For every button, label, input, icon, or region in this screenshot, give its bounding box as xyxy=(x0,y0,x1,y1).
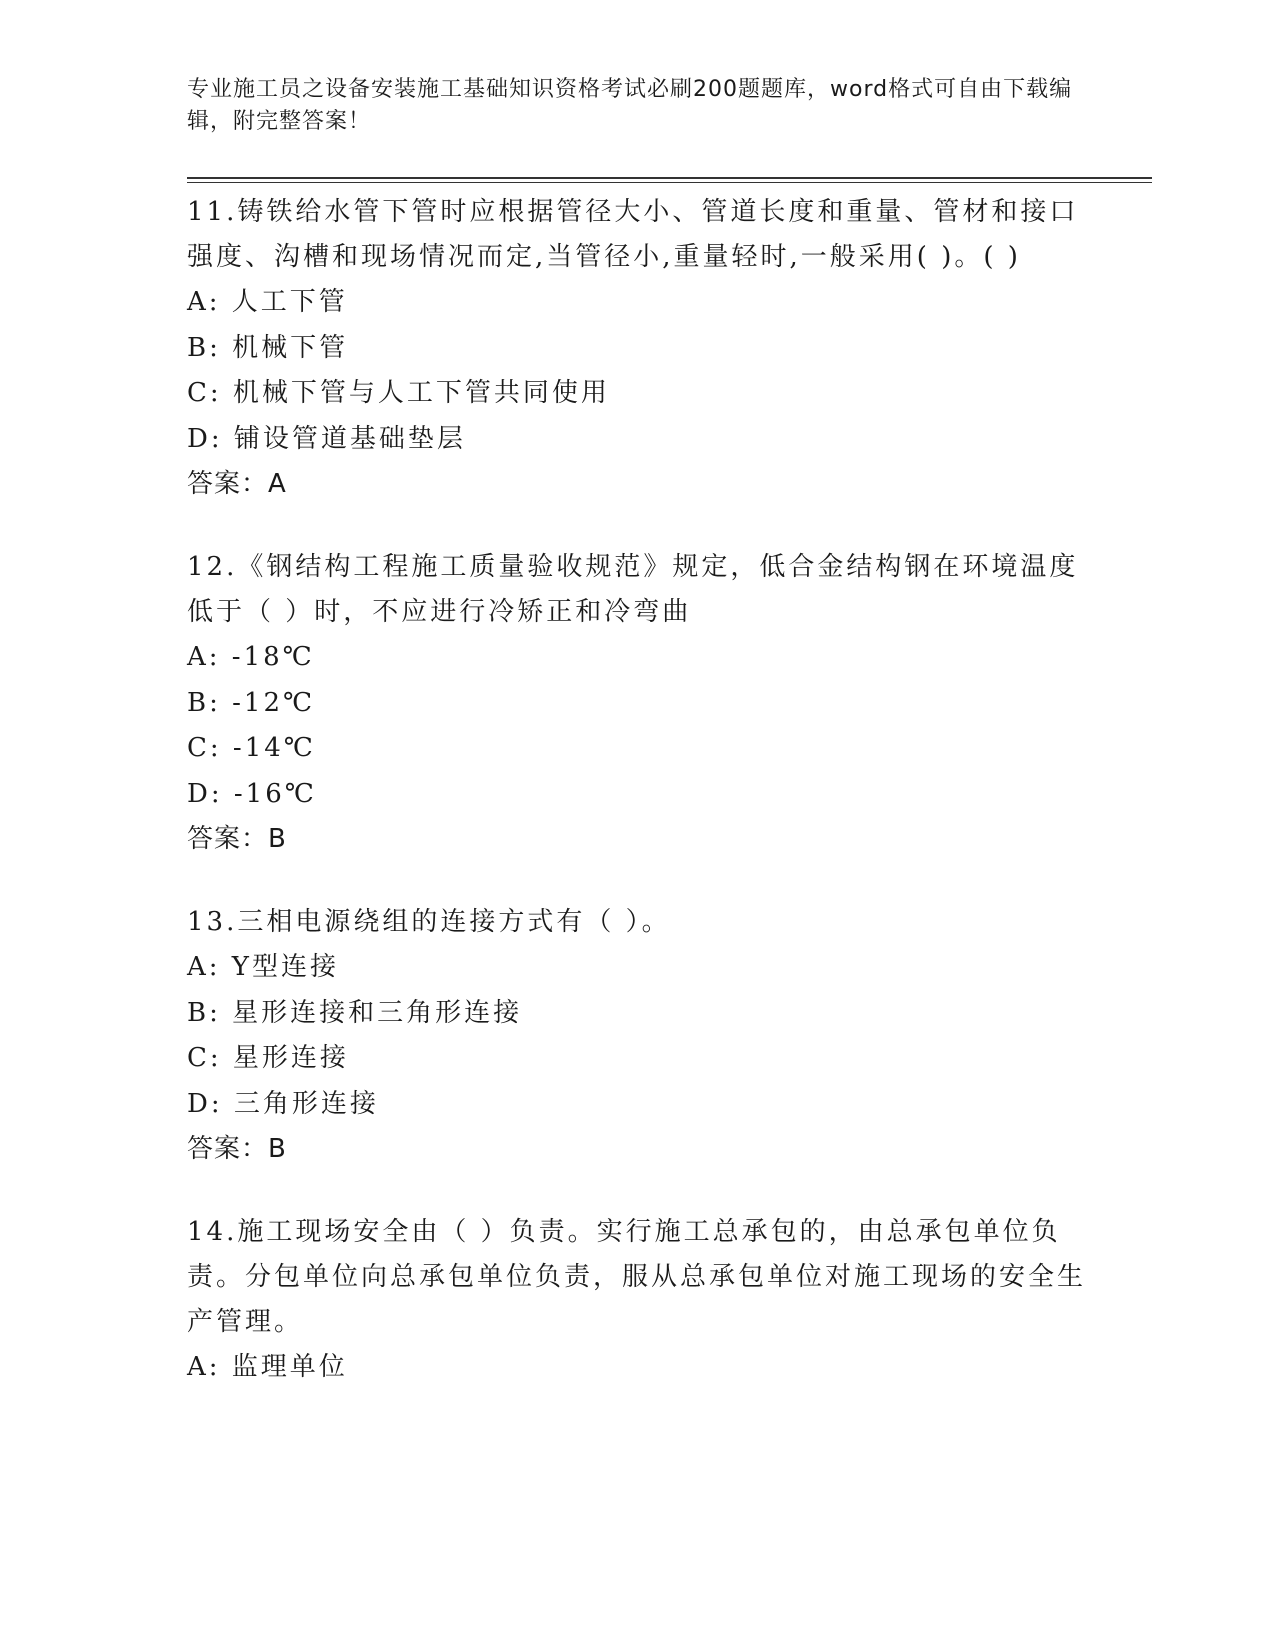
option-b: B: -12℃ xyxy=(187,687,316,718)
answer-line xyxy=(187,462,1087,507)
answer-line xyxy=(187,817,1087,862)
option-b: B: 星形连接和三角形连接 xyxy=(187,997,523,1028)
question-stem: 13.三相电源绕组的连接方式有（ ）。 xyxy=(187,907,671,937)
answer-value: B xyxy=(268,824,287,854)
header-rule-thin xyxy=(187,182,1152,183)
answer-label: 答案： xyxy=(187,824,269,854)
question-stem: 12.《钢结构工程施工质量验收规范》规定，低合金结构钢在环境温度低于（ ）时，不应进行冷矫正和冷弯曲 xyxy=(187,552,1079,627)
question-12 xyxy=(187,545,1087,862)
option-b: B: 机械下管 xyxy=(187,332,349,363)
header-rule-thick xyxy=(187,177,1152,179)
answer-value: B xyxy=(268,1134,287,1164)
option-c: C: 星形连接 xyxy=(187,1043,349,1073)
option-a: A: 人工下管 xyxy=(187,287,348,317)
document-header: 专业施工员之设备安装施工基础知识资格考试必刷200题题库，word格式可自由下载编辑，附完整答案！ xyxy=(187,77,1073,134)
option-c: C: 机械下管与人工下管共同使用 xyxy=(187,378,610,408)
question-stem: 11.铸铁给水管下管时应根据管径大小、管道长度和重量、管材和接口强度、沟槽和现场情况而定,当管径小,重量轻时,一般采用( )。( ) xyxy=(187,197,1079,272)
question-11 xyxy=(187,190,1087,507)
answer-label: 答案： xyxy=(187,469,269,499)
option-a: A: Y型连接 xyxy=(187,952,339,982)
question-stem: 14.施工现场安全由（ ）负责。实行施工总承包的，由总承包单位负责。分包单位向总承包单位负责，服从总承包单位对施工现场的安全生产管理。 xyxy=(187,1217,1087,1337)
answer-label: 答案： xyxy=(187,1134,269,1164)
question-13 xyxy=(187,900,1087,1172)
option-a: A: -18℃ xyxy=(187,642,315,672)
question-14 xyxy=(187,1210,1087,1391)
answer-line xyxy=(187,1127,1087,1172)
option-d: D: 铺设管道基础垫层 xyxy=(187,423,466,454)
question-list xyxy=(187,190,1087,1429)
option-d: D: 三角形连接 xyxy=(187,1088,379,1119)
option-d: D: -16℃ xyxy=(187,778,317,809)
answer-value: A xyxy=(268,469,287,499)
option-a: A: 监理单位 xyxy=(187,1352,348,1382)
option-c: C: -14℃ xyxy=(187,733,316,763)
